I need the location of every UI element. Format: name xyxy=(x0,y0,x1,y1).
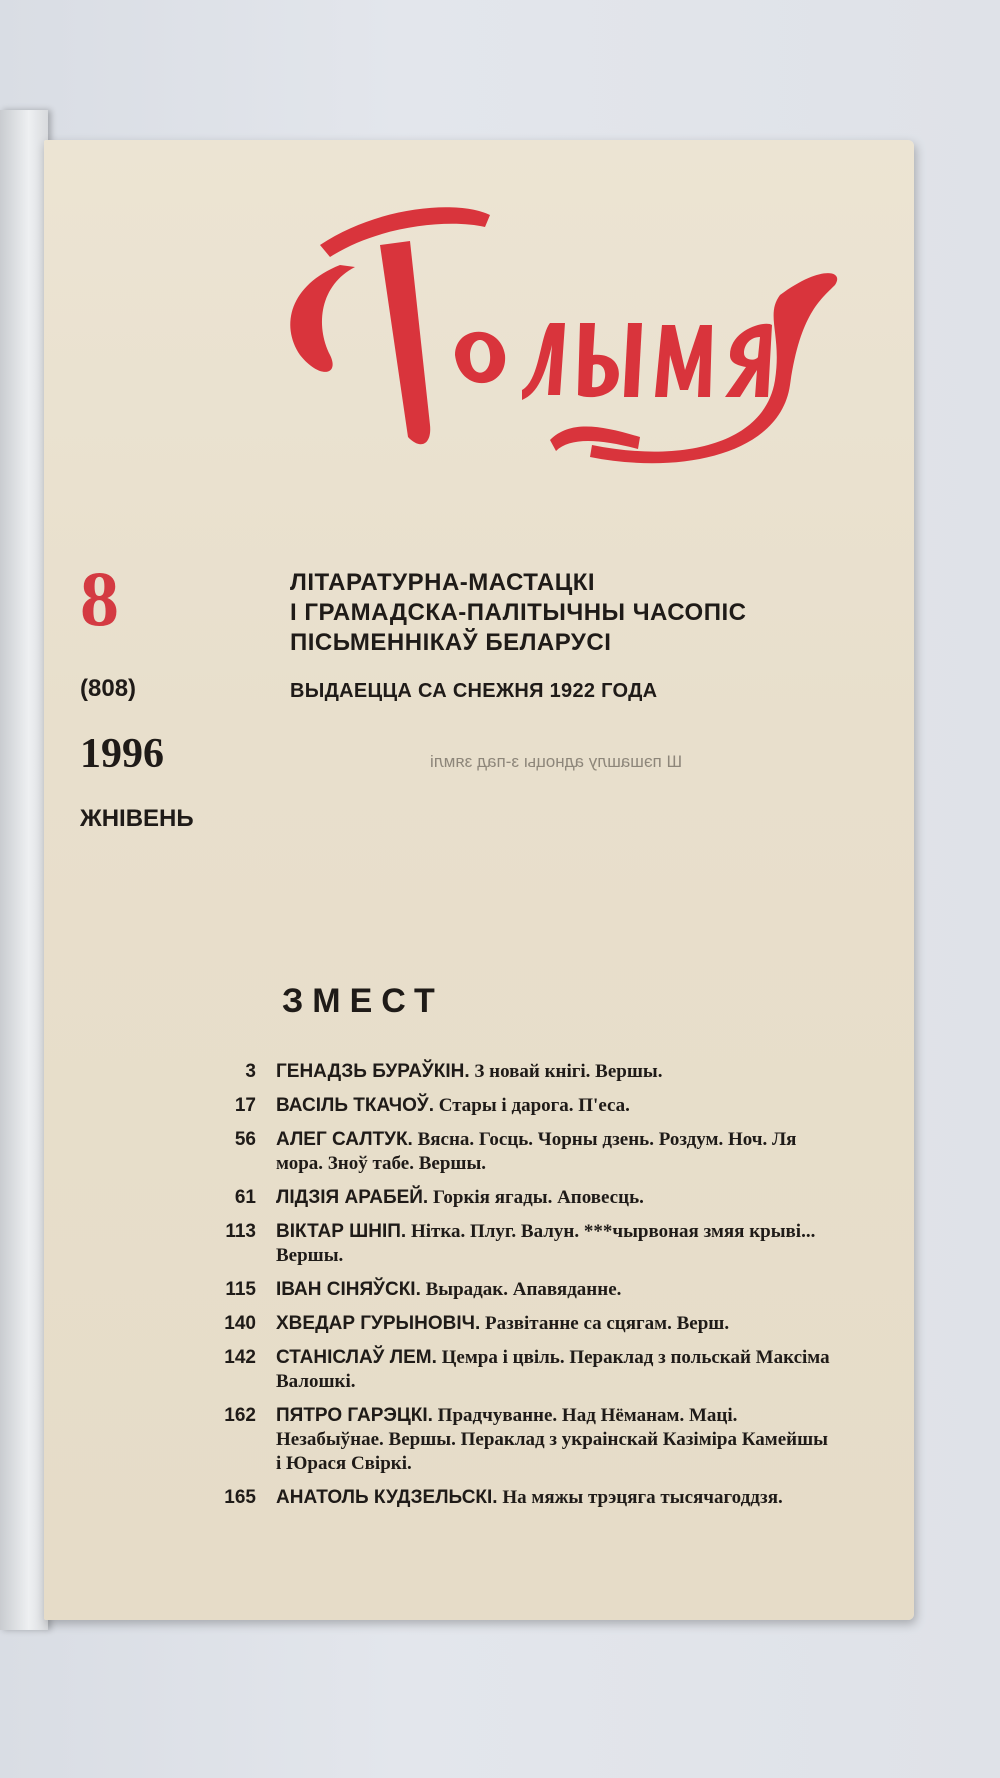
toc-work: Вырадак. Апавяданне. xyxy=(425,1279,622,1300)
serial-number: (808) xyxy=(80,675,137,702)
bleed-through-text: Ш пэшашлу адноцы з-пад зямлі xyxy=(430,752,683,771)
toc-page-number: 142 xyxy=(224,1347,256,1368)
toc-author: ВІКТАР ШНІП. xyxy=(276,1221,407,1242)
toc-entry xyxy=(200,1404,830,1476)
toc-work: Горкія ягады. Аповесць. xyxy=(432,1187,644,1208)
published-since: ВЫДАЕЦЦА СА СНЕЖНЯ 1922 ГОДА xyxy=(290,680,658,702)
issue-month: ЖНІВЕНЬ xyxy=(80,805,194,832)
toc-page-number: 17 xyxy=(234,1095,256,1116)
toc-entry xyxy=(200,1346,830,1394)
toc-page-number: 3 xyxy=(245,1061,256,1082)
toc-entry xyxy=(200,1220,830,1268)
toc-work: Прадчуванне. Над Нёманам. Маці. Незабыўнае. Вершы. Пераклад з украінскай Казіміра Камейшы і Юрася Свіркі. xyxy=(276,1405,828,1474)
toc-page-number: 165 xyxy=(224,1487,256,1508)
toc-entry xyxy=(200,1186,830,1210)
toc-work: На мяжы трэцяга тысячагоддзя. xyxy=(502,1487,783,1508)
toc-work: Нітка. Плуг. Валун. ***чырвоная змяя крыві... Вершы. xyxy=(276,1221,816,1266)
toc-author: ГЕНАДЗЬ БУРАЎКІН. xyxy=(276,1061,470,1082)
magazine-logo xyxy=(260,205,840,505)
toc-page-number: 113 xyxy=(225,1221,256,1242)
magazine-description xyxy=(290,568,746,658)
toc-page-number: 140 xyxy=(224,1313,256,1334)
contents-title: ЗМЕСТ xyxy=(282,982,444,1020)
issue-number: 8 xyxy=(80,555,119,642)
toc-author: ПЯТРО ГАРЭЦКІ. xyxy=(276,1405,433,1426)
toc-page-number: 162 xyxy=(224,1405,256,1426)
toc-page-number: 115 xyxy=(225,1279,256,1300)
toc-author: ЛІДЗІЯ АРАБЕЙ. xyxy=(276,1187,429,1208)
table-of-contents xyxy=(200,1060,830,1520)
toc-entry xyxy=(200,1278,830,1302)
toc-page-number: 56 xyxy=(234,1129,256,1150)
toc-entry xyxy=(200,1094,830,1118)
toc-work: Развітанне са сцягам. Верш. xyxy=(485,1313,730,1334)
toc-author: ХВЕДАР ГУРЫНОВІЧ. xyxy=(276,1313,481,1334)
description-line-1: ЛІТАРАТУРНА-МАСТАЦКІ xyxy=(290,569,596,596)
issue-year: 1996 xyxy=(80,731,164,777)
toc-entry xyxy=(200,1312,830,1336)
toc-entry xyxy=(200,1128,830,1176)
toc-page-number: 61 xyxy=(234,1187,256,1208)
toc-work: Стары і дарога. П'еса. xyxy=(438,1095,630,1116)
toc-author: СТАНІСЛАЎ ЛЕМ. xyxy=(276,1347,437,1368)
toc-work: Вясна. Госць. Чорны дзень. Роздум. Ноч. Ля мора. Зноў табе. Вершы. xyxy=(276,1129,797,1174)
toc-author: АНАТОЛЬ КУДЗЕЛЬСКІ. xyxy=(276,1487,498,1508)
description-line-3: ПІСЬМЕННІКАЎ БЕЛАРУСІ xyxy=(290,629,612,656)
toc-entry xyxy=(200,1486,830,1510)
toc-work: З новай кнігі. Вершы. xyxy=(474,1061,663,1082)
toc-work: Цемра і цвіль. Пераклад з польскай Максіма Валошкі. xyxy=(276,1347,830,1392)
toc-entry xyxy=(200,1060,830,1084)
description-line-2: І ГРАМАДСКА-ПАЛІТЫЧНЫ ЧАСОПІС xyxy=(290,599,747,626)
toc-author: ВАСІЛЬ ТКАЧОЎ. xyxy=(276,1095,434,1116)
toc-author: ІВАН СІНЯЎСКІ. xyxy=(276,1279,421,1300)
book-spine-edge xyxy=(0,110,48,1630)
toc-author: АЛЕГ САЛТУК. xyxy=(276,1129,413,1150)
